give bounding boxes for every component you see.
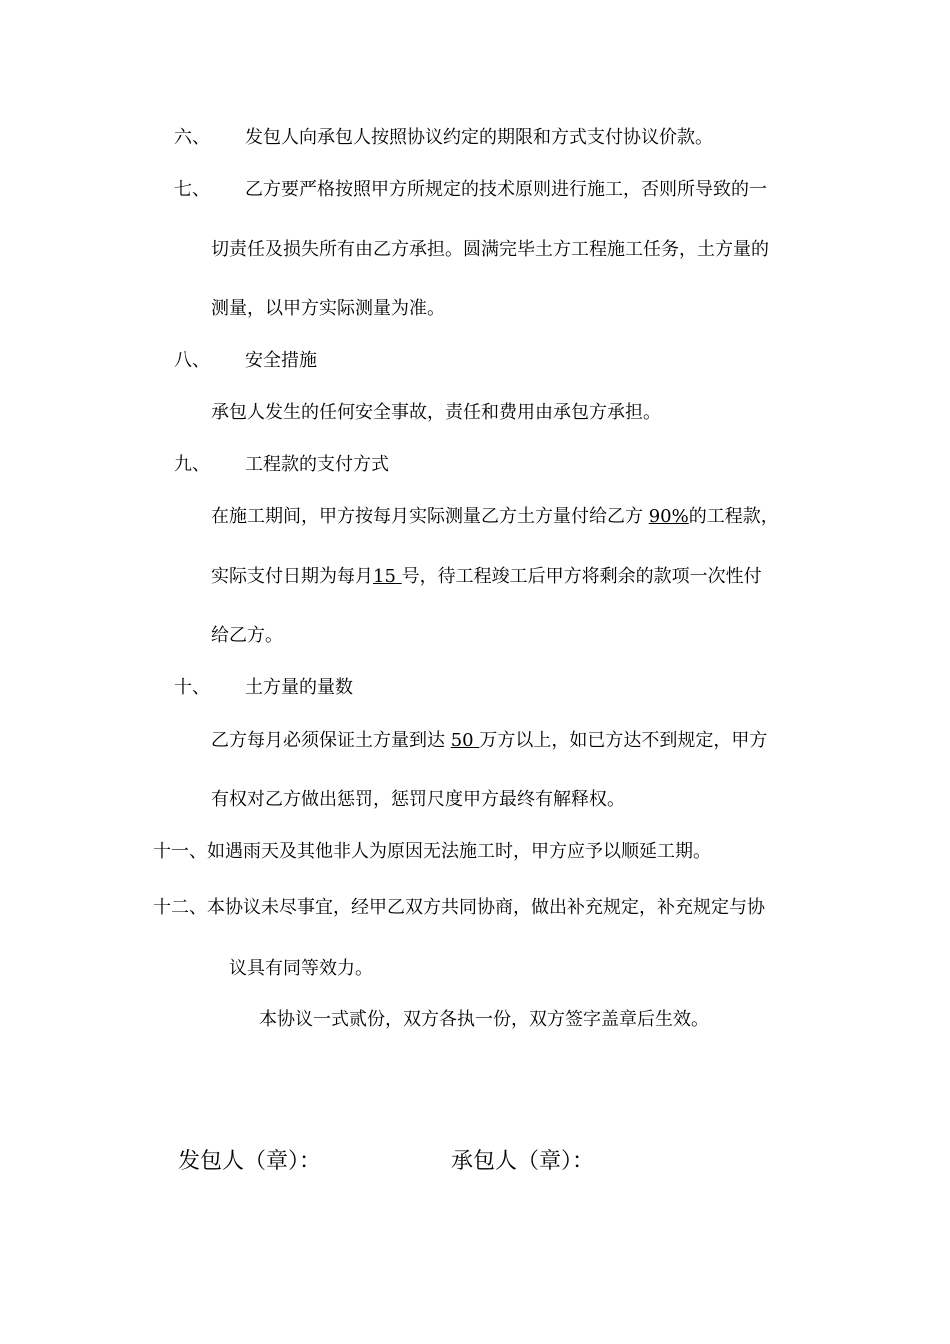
payment-percentage: 90% [648,506,689,527]
clause-9-line-1 [211,505,779,529]
clause-6-number: 六、 [174,127,210,148]
clause-9-number: 九、 [174,454,210,475]
closing-statement: 本协议一式贰份，双方各执一份，双方签字盖章后生效。 [259,1009,709,1030]
clause-9-line-2 [211,565,762,589]
clause-10-line-2: 有权对乙方做出惩罚，惩罚尺度甲方最终有解释权。 [211,789,625,810]
clause-10-number: 十、 [174,677,210,698]
clause-9-line-3: 给乙方。 [211,625,283,646]
clause-12-line-1: 十二、本协议未尽事宜，经甲乙双方共同协商，做出补充规定，补充规定与协 [153,897,765,918]
clause-7-number: 七、 [174,179,210,200]
clause-11-text: 十一、如遇雨天及其他非人为原因无法施工时，甲方应予以顺延工期。 [153,841,711,862]
clause-7-line-3: 测量，以甲方实际测量为准。 [211,298,445,319]
clause-8-number: 八、 [174,350,210,371]
payment-day: 15 [373,566,396,587]
clause-6-text: 发包人向承包人按照协议约定的期限和方式支付协议价款。 [245,127,713,148]
clause-12-line-2: 议具有同等效力。 [229,958,373,979]
monthly-volume: 50 [450,730,474,751]
clause-8-body: 承包人发生的任何安全事故，责任和费用由承包方承担。 [211,402,661,423]
clause-8-title: 安全措施 [245,350,317,371]
clause-9-title: 工程款的支付方式 [245,454,389,475]
clause-7-line-1: 乙方要严格按照甲方所规定的技术原则进行施工，否则所导致的一 [245,179,767,200]
clause-10-line-1-prefix: 乙方每月必须保证土方量到达 [211,730,445,751]
clause-10-line-1-suffix: 万方以上，如已方达不到规定，甲方 [479,730,768,751]
clause-9-line-2-prefix: 实际支付日期为每月 [211,566,373,587]
clause-9-line-1-suffix: 的工程款， [688,506,779,527]
clause-7-line-2: 切责任及损失所有由乙方承担。圆满完毕土方工程施工任务，土方量的 [211,239,769,260]
clause-10-title: 土方量的量数 [245,677,353,698]
contractor-signature-label: 承包人（章）： [451,1149,595,1174]
clause-10-line-1 [211,729,767,753]
employer-signature-label: 发包人（章）： [178,1149,322,1174]
clause-9-line-2-suffix: 号，待工程竣工后甲方将剩余的款项一次性付 [401,566,762,587]
clause-9-line-1-prefix: 在施工期间，甲方按每月实际测量乙方土方量付给乙方 [211,506,643,527]
